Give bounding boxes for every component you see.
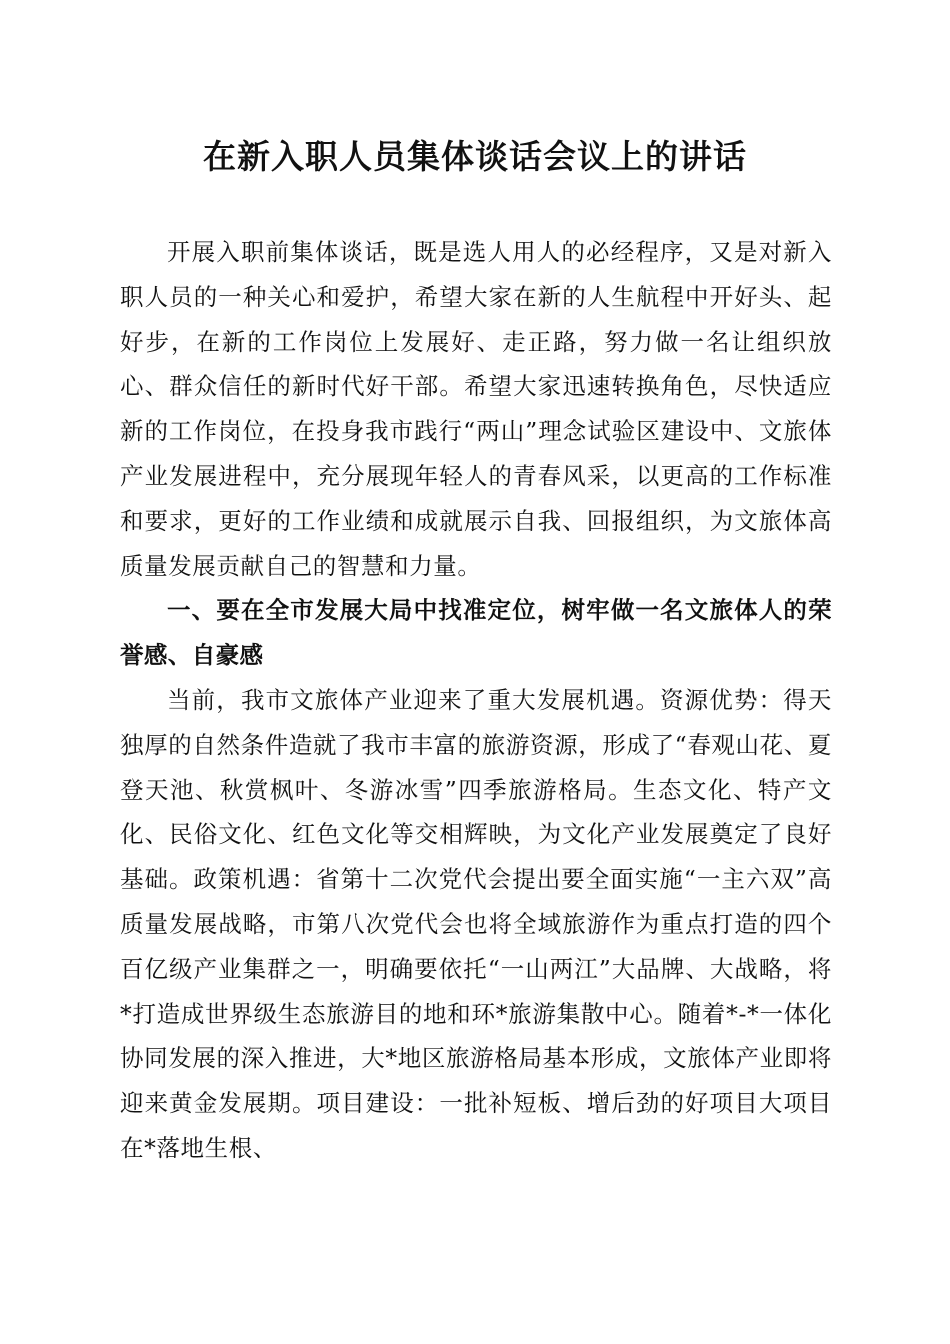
document-title: 在新入职人员集体谈话会议上的讲话 — [203, 137, 747, 176]
section-1-heading: 一、要在全市发展大局中找准定位，树牢做一名文旅体人的荣誉感、自豪感 — [120, 596, 832, 670]
section-1-paragraph: 当前，我市文旅体产业迎来了重大发展机遇。资源优势：得天独厚的自然条件造就了我市丰富的旅游资源，形成了“春观山花、夏登天池、秋赏枫叶、冬游冰雪”四季旅游格局。生态文化、特产文化、民俗文化、红色文化等交相辉映，为文化产业发展奠定了良好基础。政策机遇：省第十二次党代会提出要全面实施“一主六双”高质量发展战略，市第八次党代会也将全域旅游作为重点打造的四个百亿级产业集群之一，明确要依托“一山两江”大品牌、大战略，将*打造成世界级生态旅游目的地和环*旅游集散中心。随着*-*一体化协同发展的深入推进，大*地区旅游格局基本形成，文旅体产业即将迎来黄金发展期。项目建设：一批补短板、增后劲的好项目大项目在*落地生根、 — [120, 685, 832, 1162]
document-body — [120, 230, 832, 1171]
intro-paragraph: 开展入职前集体谈话，既是选人用人的必经程序，又是对新入职人员的一种关心和爱护，希望大家在新的人生航程中开好头、起好步，在新的工作岗位上发展好、走正路，努力做一名让组织放心、群众信任的新时代好干部。希望大家迅速转换角色，尽快适应新的工作岗位，在投身我市践行“两山”理念试验区建设中、文旅体产业发展进程中，充分展现年轻人的青春风采，以更高的工作标准和要求，更好的工作业绩和成就展示自我、回报组织，为文旅体高质量发展贡献自己的智慧和力量。 — [120, 238, 832, 580]
